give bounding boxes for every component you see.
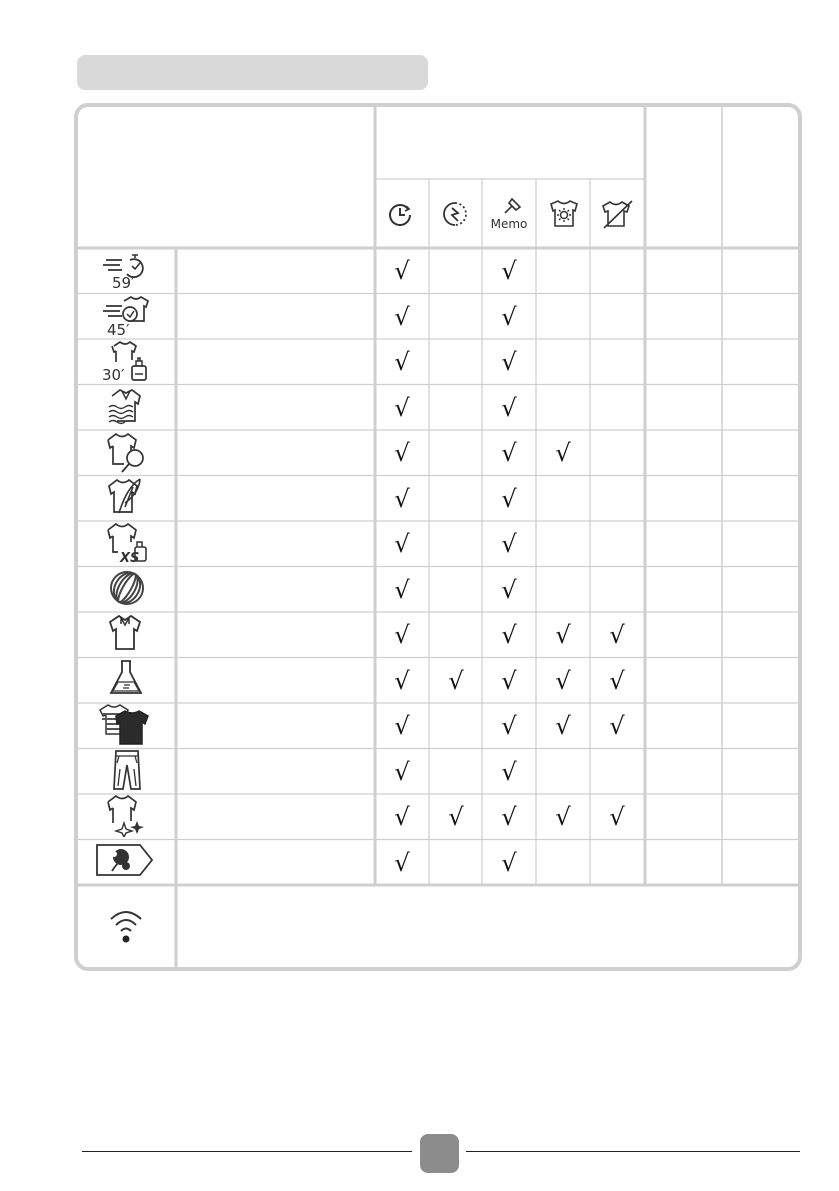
option-check-mark: √ — [394, 575, 410, 604]
delay-start-icon — [386, 200, 414, 228]
option-check-mark: √ — [501, 348, 517, 376]
option-check-mark: √ — [394, 666, 410, 695]
option-check-mark: √ — [501, 530, 517, 558]
option-check-mark: √ — [501, 484, 517, 513]
option-check-mark: √ — [448, 803, 464, 831]
svg-text:59′: 59′ — [112, 274, 135, 292]
footer-rule-left — [82, 1151, 412, 1152]
rinse-icon — [106, 387, 148, 427]
option-check-mark: √ — [555, 621, 571, 649]
option-check-mark: √ — [501, 666, 517, 695]
option-check-mark: √ — [394, 257, 410, 285]
memo-icon — [485, 193, 533, 231]
option-check-mark: √ — [394, 621, 410, 649]
option-check-mark: √ — [501, 757, 517, 786]
sparkle-shirt-icon — [104, 793, 148, 837]
svg-text:45′: 45′ — [107, 321, 130, 337]
rapid-59-icon — [100, 252, 154, 292]
hygiene-flask-icon — [106, 658, 146, 698]
page-number-badge — [420, 1134, 459, 1173]
option-check-mark: √ — [555, 803, 571, 831]
rapid-30-icon — [100, 340, 154, 382]
svg-text:30′: 30′ — [102, 366, 125, 382]
option-check-mark: √ — [609, 712, 625, 740]
extra-rinse-icon — [547, 198, 581, 230]
svg-text:Memo: Memo — [490, 217, 528, 231]
option-check-mark: √ — [394, 439, 410, 467]
option-check-mark: √ — [394, 803, 410, 831]
option-check-mark: √ — [501, 803, 517, 831]
footer-rule-right — [466, 1151, 800, 1152]
speed-icon — [441, 200, 469, 228]
no-iron-icon — [600, 198, 636, 230]
option-check-mark: √ — [394, 530, 410, 558]
svg-text:XS: XS — [120, 551, 140, 564]
option-check-mark: √ — [394, 712, 410, 740]
option-check-mark: √ — [501, 257, 517, 285]
option-check-mark: √ — [501, 712, 517, 740]
option-check-mark: √ — [394, 757, 410, 786]
option-check-mark: √ — [609, 803, 625, 831]
option-check-mark: √ — [501, 575, 517, 604]
jeans-icon — [110, 749, 144, 791]
option-check-mark: √ — [555, 666, 571, 695]
option-check-mark: √ — [394, 348, 410, 376]
option-check-mark: √ — [555, 712, 571, 740]
wool-icon — [106, 567, 148, 609]
cotton-shirt-icon — [106, 613, 148, 653]
option-check-mark: √ — [394, 302, 410, 331]
cotton-eco-icon — [95, 843, 155, 877]
rapid-45-icon — [100, 295, 154, 337]
delicates-icon — [105, 477, 147, 519]
option-check-mark: √ — [609, 621, 625, 649]
option-check-mark: √ — [501, 439, 517, 467]
mixed-colours-icon — [98, 702, 152, 746]
option-check-mark: √ — [394, 484, 410, 513]
option-check-mark: √ — [448, 666, 464, 695]
option-check-mark: √ — [501, 848, 517, 877]
option-check-mark: √ — [501, 393, 517, 422]
option-check-mark: √ — [555, 439, 571, 467]
option-check-mark: √ — [394, 393, 410, 422]
stain-icon — [104, 432, 150, 474]
small-load-icon — [104, 522, 150, 564]
option-check-mark: √ — [501, 621, 517, 649]
option-check-mark: √ — [394, 848, 410, 877]
option-check-mark: √ — [609, 666, 625, 695]
wifi-icon — [108, 905, 144, 945]
option-check-mark: √ — [501, 302, 517, 331]
